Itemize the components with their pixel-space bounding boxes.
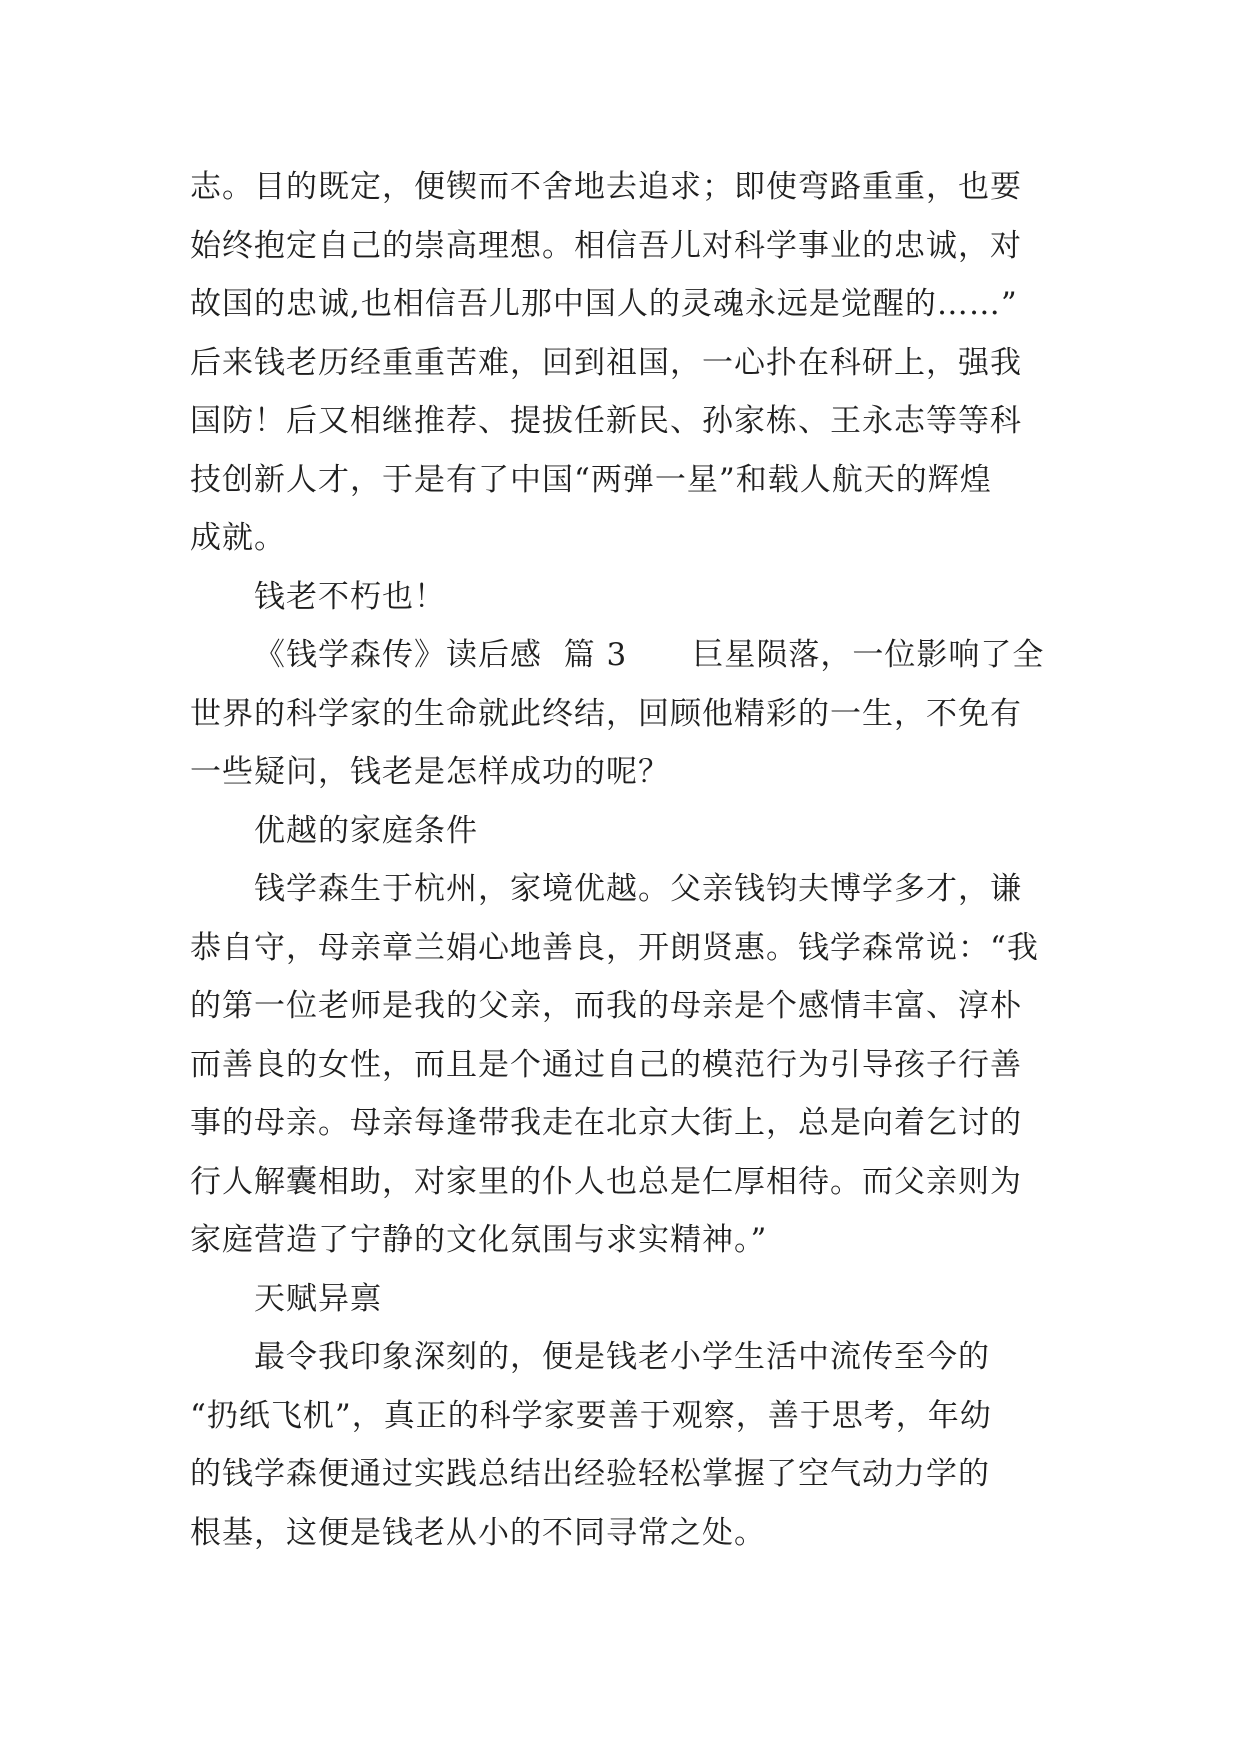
text-line: “扔纸飞机”，真正的科学家要善于观察，善于思考，年幼: [190, 1397, 992, 1434]
text-line: 《钱学森传》读后感 篇 3 巨星陨落，一位影响了全: [254, 637, 1045, 673]
text-line: 国防！后又相继推荐、提拔任新民、孙家栋、王永志等等科: [190, 403, 1022, 439]
text-line: 的钱学森便通过实践总结出经验轻松掌握了空气动力学的: [190, 1456, 990, 1492]
text-line: 世界的科学家的生命就此终结，回顾他精彩的一生，不免有: [190, 695, 1022, 732]
text-line: 的第一位老师是我的父亲，而我的母亲是个感情丰富、淳朴: [190, 988, 1022, 1024]
text-line: 钱学森生于杭州，家境优越。父亲钱钧夫博学多才，谦: [254, 871, 1022, 907]
text-line: 而善良的女性，而且是个通过自己的模范行为引导孩子行善: [190, 1046, 1022, 1083]
text-line: 恭自守，母亲章兰娟心地善良，开朗贤惠。钱学森常说：“我: [190, 929, 1039, 966]
text-line: 始终抱定自己的崇高理想。相信吾儿对科学事业的忠诚，对: [190, 227, 1022, 264]
section-heading: 天赋异禀: [254, 1280, 382, 1317]
document-body: [190, 158, 1050, 1562]
text-line: 事的母亲。母亲每逢带我走在北京大街上，总是向着乞讨的: [190, 1105, 1022, 1141]
text-line: 家庭营造了宁静的文化氛围与求实精神。”: [190, 1222, 768, 1258]
text-line: 志。目的既定，便锲而不舍地去追求；即使弯路重重，也要: [190, 169, 1022, 205]
text-line: 最令我印象深刻的，便是钱老小学生活中流传至今的: [254, 1339, 990, 1375]
text-line: 后来钱老历经重重苦难，回到祖国，一心扑在科研上，强我: [190, 344, 1022, 381]
section-heading: 优越的家庭条件: [254, 812, 478, 849]
text-line: 故国的忠诚,也相信吾儿那中国人的灵魂永远是觉醒的……”: [190, 286, 1018, 322]
text-line: 技创新人才，于是有了中国“两弹一星”和载人航天的辉煌: [190, 461, 992, 498]
text-line: 一些疑问，钱老是怎样成功的呢？: [190, 754, 670, 790]
text-line: 根基，这便是钱老从小的不同寻常之处。: [190, 1514, 766, 1551]
text-line: 成就。: [190, 520, 286, 556]
text-line: 行人解囊相助，对家里的仆人也总是仁厚相待。而父亲则为: [190, 1163, 1022, 1200]
paragraph-heading: 钱老不朽也！: [254, 578, 446, 615]
